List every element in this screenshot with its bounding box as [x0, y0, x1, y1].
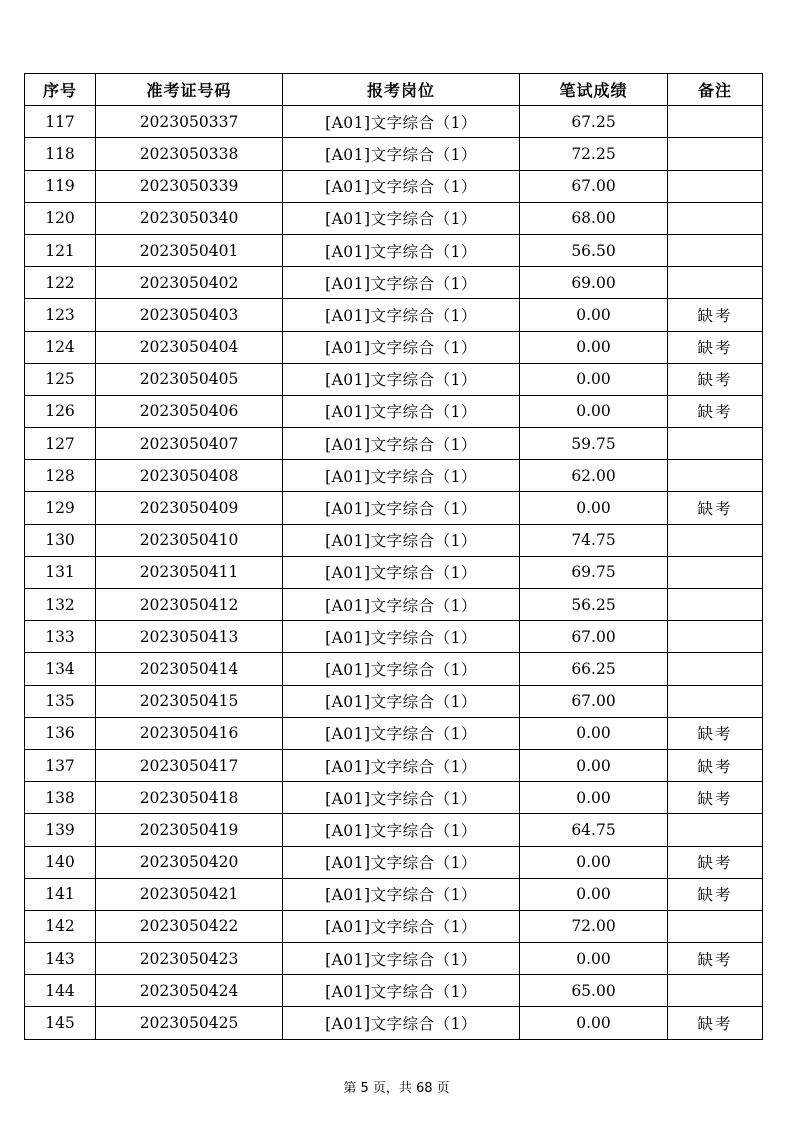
table-row [25, 428, 763, 460]
cell-seq: 118 [25, 138, 96, 170]
cell-written-score: 69.00 [520, 267, 668, 299]
cell-post: [A01]文字综合（1） [283, 428, 520, 460]
cell-written-score: 67.25 [520, 106, 668, 138]
cell-written-score: 59.75 [520, 428, 668, 460]
cell-post: [A01]文字综合（1） [283, 621, 520, 653]
cell-written-score: 0.00 [520, 878, 668, 910]
cell-seq: 130 [25, 524, 96, 556]
cell-written-score: 66.25 [520, 653, 668, 685]
cell-written-score: 67.00 [520, 685, 668, 717]
cell-note [668, 460, 763, 492]
table-row [25, 589, 763, 621]
cell-seq: 140 [25, 846, 96, 878]
cell-seq: 137 [25, 749, 96, 781]
cell-post: [A01]文字综合（1） [283, 460, 520, 492]
cell-written-score: 56.50 [520, 234, 668, 266]
cell-written-score: 0.00 [520, 782, 668, 814]
table-row [25, 621, 763, 653]
cell-note [668, 975, 763, 1007]
cell-seq: 128 [25, 460, 96, 492]
cell-written-score: 0.00 [520, 943, 668, 975]
cell-written-score: 0.00 [520, 1007, 668, 1039]
table-row [25, 299, 763, 331]
table-row [25, 717, 763, 749]
cell-seq: 133 [25, 621, 96, 653]
table-row [25, 395, 763, 427]
cell-note [668, 138, 763, 170]
cell-ticket-number: 2023050406 [96, 395, 283, 427]
cell-seq: 142 [25, 910, 96, 942]
cell-seq: 139 [25, 814, 96, 846]
cell-seq: 145 [25, 1007, 96, 1039]
cell-written-score: 0.00 [520, 299, 668, 331]
cell-written-score: 0.00 [520, 395, 668, 427]
table-row [25, 878, 763, 910]
cell-seq: 119 [25, 170, 96, 202]
cell-seq: 120 [25, 202, 96, 234]
cell-written-score: 0.00 [520, 717, 668, 749]
cell-written-score: 0.00 [520, 846, 668, 878]
cell-ticket-number: 2023050409 [96, 492, 283, 524]
table-row [25, 492, 763, 524]
cell-written-score: 0.00 [520, 363, 668, 395]
cell-note [668, 556, 763, 588]
cell-note: 缺考 [668, 878, 763, 910]
cell-note [668, 589, 763, 621]
cell-note [668, 653, 763, 685]
cell-note: 缺考 [668, 299, 763, 331]
cell-post: [A01]文字综合（1） [283, 395, 520, 427]
cell-note [668, 428, 763, 460]
cell-post: [A01]文字综合（1） [283, 878, 520, 910]
table-row [25, 170, 763, 202]
score-table [24, 73, 763, 1040]
cell-note [668, 170, 763, 202]
cell-note [668, 910, 763, 942]
cell-post: [A01]文字综合（1） [283, 267, 520, 299]
cell-post: [A01]文字综合（1） [283, 1007, 520, 1039]
cell-seq: 134 [25, 653, 96, 685]
table-row [25, 460, 763, 492]
cell-written-score: 67.00 [520, 170, 668, 202]
cell-ticket-number: 2023050413 [96, 621, 283, 653]
table-row [25, 202, 763, 234]
cell-seq: 131 [25, 556, 96, 588]
cell-written-score: 64.75 [520, 814, 668, 846]
cell-post: [A01]文字综合（1） [283, 556, 520, 588]
table-row [25, 363, 763, 395]
cell-ticket-number: 2023050417 [96, 749, 283, 781]
cell-note [668, 685, 763, 717]
cell-seq: 138 [25, 782, 96, 814]
cell-post: [A01]文字综合（1） [283, 943, 520, 975]
cell-written-score: 74.75 [520, 524, 668, 556]
table-row [25, 910, 763, 942]
cell-note: 缺考 [668, 395, 763, 427]
cell-written-score: 68.00 [520, 202, 668, 234]
cell-post: [A01]文字综合（1） [283, 363, 520, 395]
cell-post: [A01]文字综合（1） [283, 782, 520, 814]
header-seq: 序号 [25, 74, 96, 106]
cell-note: 缺考 [668, 782, 763, 814]
cell-written-score: 72.25 [520, 138, 668, 170]
cell-ticket-number: 2023050419 [96, 814, 283, 846]
cell-ticket-number: 2023050425 [96, 1007, 283, 1039]
cell-seq: 125 [25, 363, 96, 395]
cell-note [668, 234, 763, 266]
cell-note: 缺考 [668, 363, 763, 395]
cell-ticket-number: 2023050423 [96, 943, 283, 975]
cell-written-score: 72.00 [520, 910, 668, 942]
cell-note: 缺考 [668, 1007, 763, 1039]
cell-post: [A01]文字综合（1） [283, 299, 520, 331]
cell-post: [A01]文字综合（1） [283, 749, 520, 781]
cell-seq: 121 [25, 234, 96, 266]
cell-ticket-number: 2023050416 [96, 717, 283, 749]
cell-seq: 136 [25, 717, 96, 749]
cell-seq: 117 [25, 106, 96, 138]
cell-seq: 144 [25, 975, 96, 1007]
cell-seq: 141 [25, 878, 96, 910]
cell-ticket-number: 2023050401 [96, 234, 283, 266]
cell-seq: 132 [25, 589, 96, 621]
cell-post: [A01]文字综合（1） [283, 202, 520, 234]
cell-ticket-number: 2023050408 [96, 460, 283, 492]
cell-note [668, 202, 763, 234]
cell-seq: 143 [25, 943, 96, 975]
cell-note [668, 814, 763, 846]
cell-post: [A01]文字综合（1） [283, 106, 520, 138]
cell-post: [A01]文字综合（1） [283, 234, 520, 266]
cell-ticket-number: 2023050411 [96, 556, 283, 588]
cell-ticket-number: 2023050340 [96, 202, 283, 234]
cell-post: [A01]文字综合（1） [283, 717, 520, 749]
table-row [25, 234, 763, 266]
table-body [25, 106, 763, 1039]
table-row [25, 782, 763, 814]
cell-written-score: 67.00 [520, 621, 668, 653]
cell-post: [A01]文字综合（1） [283, 846, 520, 878]
table-row [25, 685, 763, 717]
cell-ticket-number: 2023050412 [96, 589, 283, 621]
cell-seq: 123 [25, 299, 96, 331]
cell-post: [A01]文字综合（1） [283, 975, 520, 1007]
cell-post: [A01]文字综合（1） [283, 589, 520, 621]
cell-written-score: 62.00 [520, 460, 668, 492]
header-ticket-number: 准考证号码 [96, 74, 283, 106]
table-row [25, 331, 763, 363]
cell-ticket-number: 2023050339 [96, 170, 283, 202]
cell-seq: 124 [25, 331, 96, 363]
cell-post: [A01]文字综合（1） [283, 910, 520, 942]
cell-note [668, 106, 763, 138]
cell-ticket-number: 2023050338 [96, 138, 283, 170]
table-row [25, 846, 763, 878]
cell-ticket-number: 2023050422 [96, 910, 283, 942]
cell-note [668, 621, 763, 653]
cell-post: [A01]文字综合（1） [283, 492, 520, 524]
table-row [25, 524, 763, 556]
cell-ticket-number: 2023050403 [96, 299, 283, 331]
table-row [25, 106, 763, 138]
cell-note: 缺考 [668, 492, 763, 524]
cell-post: [A01]文字综合（1） [283, 814, 520, 846]
cell-note: 缺考 [668, 331, 763, 363]
cell-seq: 127 [25, 428, 96, 460]
cell-note: 缺考 [668, 846, 763, 878]
table-row [25, 653, 763, 685]
cell-seq: 126 [25, 395, 96, 427]
table-row [25, 556, 763, 588]
table-row [25, 267, 763, 299]
table-row [25, 138, 763, 170]
cell-note: 缺考 [668, 943, 763, 975]
table-row [25, 749, 763, 781]
cell-post: [A01]文字综合（1） [283, 685, 520, 717]
table-row [25, 1007, 763, 1039]
cell-written-score: 0.00 [520, 492, 668, 524]
cell-ticket-number: 2023050415 [96, 685, 283, 717]
cell-post: [A01]文字综合（1） [283, 331, 520, 363]
header-written-score: 笔试成绩 [520, 74, 668, 106]
cell-ticket-number: 2023050337 [96, 106, 283, 138]
cell-seq: 135 [25, 685, 96, 717]
cell-ticket-number: 2023050418 [96, 782, 283, 814]
cell-post: [A01]文字综合（1） [283, 653, 520, 685]
cell-written-score: 0.00 [520, 749, 668, 781]
table-header-row [25, 74, 763, 106]
cell-written-score: 0.00 [520, 331, 668, 363]
header-note: 备注 [668, 74, 763, 106]
cell-ticket-number: 2023050407 [96, 428, 283, 460]
cell-ticket-number: 2023050420 [96, 846, 283, 878]
cell-ticket-number: 2023050410 [96, 524, 283, 556]
cell-ticket-number: 2023050421 [96, 878, 283, 910]
cell-seq: 129 [25, 492, 96, 524]
cell-post: [A01]文字综合（1） [283, 170, 520, 202]
cell-note [668, 267, 763, 299]
page-footer: 第 5 页，共 68 页 [343, 1081, 450, 1096]
cell-note [668, 524, 763, 556]
cell-written-score: 56.25 [520, 589, 668, 621]
cell-note: 缺考 [668, 717, 763, 749]
cell-ticket-number: 2023050402 [96, 267, 283, 299]
cell-ticket-number: 2023050424 [96, 975, 283, 1007]
cell-post: [A01]文字综合（1） [283, 524, 520, 556]
cell-ticket-number: 2023050414 [96, 653, 283, 685]
cell-note: 缺考 [668, 749, 763, 781]
cell-written-score: 69.75 [520, 556, 668, 588]
table-row [25, 814, 763, 846]
cell-seq: 122 [25, 267, 96, 299]
table-row [25, 943, 763, 975]
cell-post: [A01]文字综合（1） [283, 138, 520, 170]
cell-written-score: 65.00 [520, 975, 668, 1007]
cell-ticket-number: 2023050405 [96, 363, 283, 395]
table-row [25, 975, 763, 1007]
cell-ticket-number: 2023050404 [96, 331, 283, 363]
header-post: 报考岗位 [283, 74, 520, 106]
